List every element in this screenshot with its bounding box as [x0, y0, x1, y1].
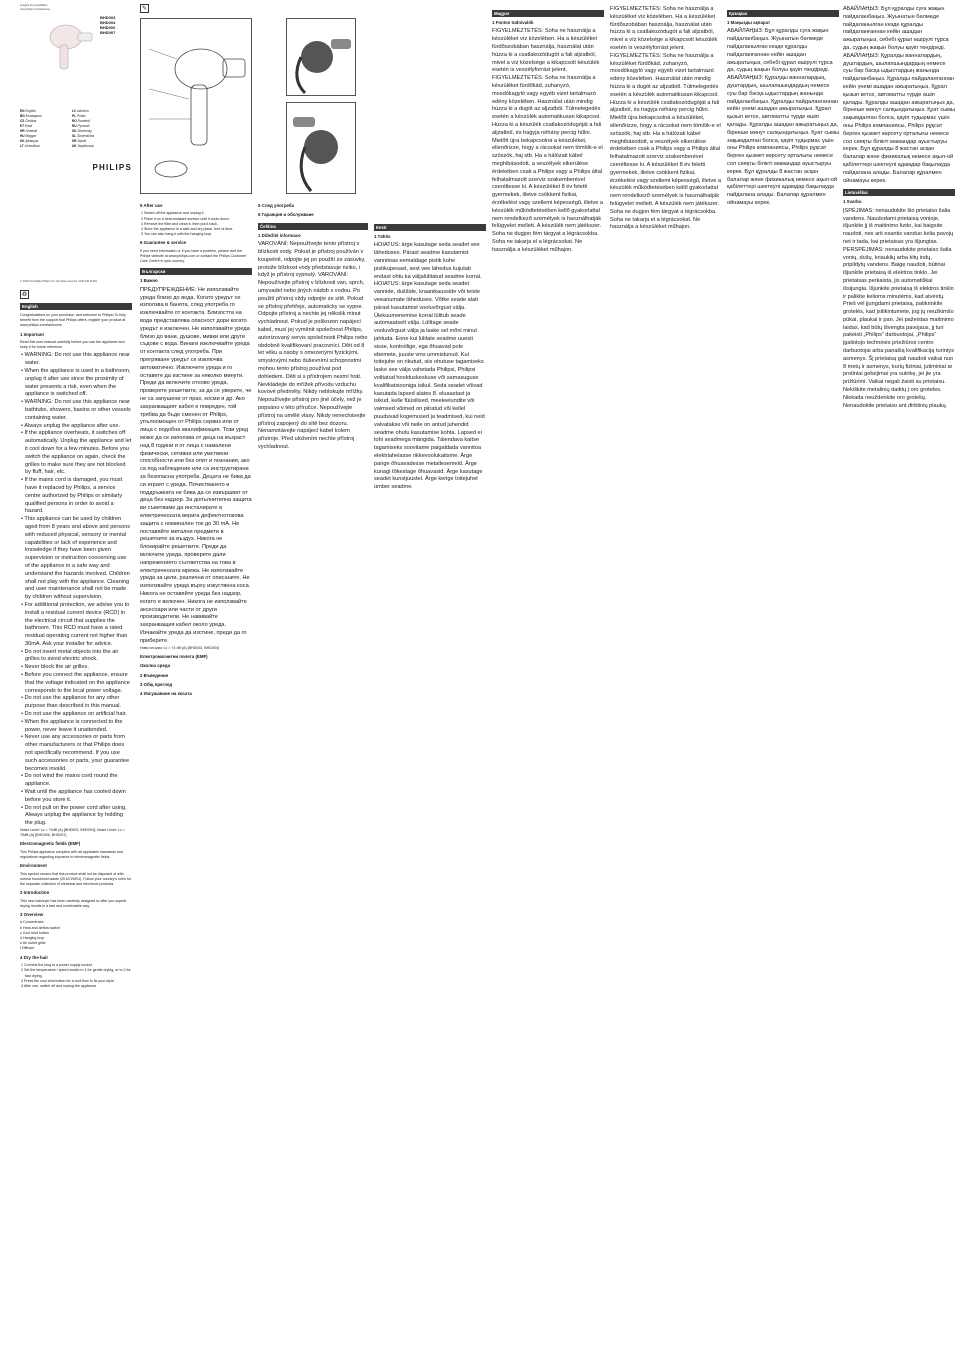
column-6	[610, 0, 722, 1364]
en-dry-3: 4 After use, switch off and unplug the appliance.	[21, 983, 98, 988]
en-warning-15: • Do not wind the mains cord round the appliance.	[21, 773, 118, 788]
en-warning-4: • If the appliance overheats, it switches off automatically. Unplug the appliance and let it cool down for a few minutes. Before you switch the appliance on again, check the grilles to make sure they are not blocked by fluff, hair, etc.	[21, 430, 132, 476]
en-overview-2: c Cool shot button	[20, 930, 49, 935]
bg-s4: 4 Изсушаване на косата	[140, 691, 192, 697]
en-after-4: 5 You can also hang it with the hanging loop.	[141, 232, 213, 237]
model-1: BHD003	[100, 15, 116, 21]
en-warning-9: • Never block the air grilles.	[21, 664, 89, 671]
en-dry-2: 3 Press the cool shot button for a cool flow to fix your style.	[21, 978, 115, 983]
bg-s2: 2 Въведение	[140, 672, 169, 678]
en-overview-5: f Diffuser	[20, 946, 35, 951]
en-overview-1: b Heat and airflow switch	[20, 925, 60, 930]
model-3: BHD006	[100, 25, 116, 31]
figure-styling-2	[286, 102, 356, 194]
column-3	[258, 0, 368, 1364]
section-kazakh: Қазақша	[727, 10, 839, 17]
en-after-2: 3 Remove the filter and clean it, then put it back.	[141, 221, 218, 226]
en-warning-11: • Do not use the appliance for any other purpose than described in this manual.	[21, 695, 122, 710]
en-s2: 2 Introduction	[20, 890, 50, 896]
footer-note: © 2015 Koninklijke Philips N.V. All rights reserved. 3140 035 41381	[20, 280, 97, 284]
model-4: BHD007	[100, 30, 116, 36]
bg-noise: Ниво на шум: Lc = 74 dB (A) [BHD003, BHD004]	[140, 645, 219, 650]
language-index: EN English LV Latviešu BG Български PL Polski CS Čeština RO Română ET Eesti RU Русский HR Hrvatski SK Slovensky HU Magyar SL Slovenščina KK Қазақша SR Srpski LT Lietuviškai UK Українська	[20, 109, 95, 149]
en-dry-1: 2 Set the temperature / speed switch to 1 for gentle drying, or to 2 for fast drying.	[21, 968, 131, 978]
en-env: This symbol means that this product shall not be disposed of with normal household waste (2012/19/EU). Follow your country's rules for the separate collection of electrical and electronic products.	[20, 871, 131, 887]
en-warning-1: • When the appliance is used in a bathroom, unplug it after use since the proximity of water presents a risk, even when the appliance is switched off.	[21, 368, 131, 398]
en-emf: This Philips appliance complies with all applicable standards and regulations regarding exposure to electromagnetic fields.	[20, 849, 123, 860]
hairdryer-thumbnail	[38, 15, 98, 75]
en-warning-7: • For additional protection, we advise you to install a residual current device (RCD) in the electrical circuit that supplies the bathroom. This RCD must have a rated residual operating current not higher than 30mA. Ask your installer for advice.	[21, 601, 130, 647]
en-overview-0: a Concentrator	[20, 920, 44, 925]
en-overview-3: d Hanging loop	[20, 936, 45, 941]
en-emf-heading: Electromagnetic fields (EMF)	[20, 841, 81, 847]
bg-s5: 5 След употреба	[258, 203, 295, 208]
philips-logo: PHILIPS	[92, 163, 132, 173]
section-estonian: Eesti	[374, 224, 486, 231]
kk-s1: 1 Маңызды ақпарат	[727, 20, 771, 25]
lt-body: ĮSPĖJIMAS: nenaudokite šio prietaiso šalia vandens. Naudodami prietaisą vonioje, išjunkite jį iš maitinimo lizdo, kai baigsite naudoti, nes arti esantis vanduo kelia pavojų net ir tada, kai prietaisas yra išjungtas. PERSPĖJIMAS: nenaudokite prietaiso šalia vonių, dušų, kriauklių arba kitų indų, pripildytų vandens. Baigę naudoti, būtinai išjunkite prietaisą iš elektros tinklo. Jei prietaisas perkaista, jis automatiškai išsijungia. Išjunkite prietaisą iš elektros tinklo ir palikite kelioms minutėms, kad atvėstų. Prieš vėl įjungdami prietaisą, patikrinkite grotelės, kad įsitikintumėte, jog jų neužkimšo pūkai, plaukai ir pan. Jei pažeistas maitinimo laidas, kad būtų išvengta pavojaus, jį turi pakeisti „Philips“ darbuotojai, „Philips“ įgaliotojo techninės priežiūros centro darbuotojai arba panašią kvalifikaciją turintys asmenys. Šį prietaisą gali naudoti vaikai nuo 8 metų ir asmenys, kurių fiziniai, jutiminiai ar protiniai gebėjimai yra sutrikę, jei jie yra prižiūrimi. Vaikai negali žaisti su prietaisu. Nekiškite metalinių daiktų į oro groteles. Niekada neuždenkite oro grotelių. Nenaudokite prietaiso ant dirbtinių plaukų.	[843, 207, 955, 409]
column-1	[20, 0, 132, 1364]
en-noise: Noise Level: Lc = 74dB (A) [BHD003, BHD004]; Noise Level: Lc = 75dB (A) [BHD006, BHD007]	[20, 828, 125, 838]
model-2: BHD004	[100, 20, 116, 26]
en-intro: Congratulations on your purchase, and welcome to Philips! To fully benefit from the support that Philips offers, register your product at www.philips.com/welcome.	[20, 312, 126, 328]
hu-s1: 1 Fontos tudnivalók	[492, 20, 534, 25]
en-s3: 3 Overview	[20, 912, 44, 918]
column-8	[843, 0, 955, 1364]
column-2	[140, 0, 254, 1364]
step-icon-1: ✎	[141, 6, 148, 12]
en-overview-4: e Air outlet grille	[20, 941, 46, 946]
bg-s1: 1 Важно	[140, 278, 158, 284]
en-s1: 1 Important	[20, 331, 44, 337]
en-warning-2: • WARNING: Do not use this appliance near bathtubs, showers, basins or other vessels containing water.	[21, 399, 131, 421]
lt-s1: 1 Svarbu	[843, 199, 862, 205]
en-warning-5: • If the mains cord is damaged, you must have it replaced by Philips, a service centre authorized by Philips or similarly qualified persons in order to avoid a hazard.	[21, 477, 123, 515]
en-warning-12: • Do not use the appliance on artificial hair.	[21, 711, 127, 718]
en-guarantee: If you need information or if you have a problem, please visit the Philips website at www.philips.com or contact the Philips Customer Care Centre in your country.	[140, 248, 247, 264]
recycle-icon: ♻	[21, 291, 28, 298]
en-warning-3: • Always unplug the appliance after use.	[21, 422, 120, 429]
column-4	[374, 0, 486, 1364]
header-subtitle-1: Imagine the possibilities	[20, 4, 48, 7]
column-5	[492, 0, 604, 1364]
en-after-3: 4 Store the appliance in a safe and dry place, free of dust.	[141, 227, 234, 232]
en-warning-10: • Before you connect the appliance, ensure that the voltage indicated on the appliance corresponds to the local power voltage.	[21, 672, 130, 694]
en-s2-text: This new hairdryer has been carefully designed to offer you superb drying results in a fast and comfortable way.	[20, 898, 127, 908]
en-warning-6: • This appliance can be used by children aged from 8 years and above and persons with reduced physical, sensory or mental capabilities or lack of experience and knowledge if they have been given supervision or instruction concerning use of the appliance in a safe way and understand the hazards involved. Children shall not play with the appliance. Cleaning and user maintenance shall not be made by children without supervision.	[21, 516, 131, 601]
en-dry-0: 1 Connect the plug to a power supply socket.	[21, 963, 93, 968]
en-env-heading: Environment	[20, 863, 47, 869]
woman-drying-hair-1	[287, 19, 357, 97]
bg-emf: Електромагнитни полета (EMF)	[140, 653, 208, 659]
section-bulgarian: Български	[140, 268, 252, 275]
bg-env: Околна среда	[140, 663, 171, 669]
column-7	[727, 0, 839, 1364]
en-warning-16: • Wait until the appliance has cooled down before you store it.	[21, 789, 126, 803]
et-s1: 1 Tähtis	[374, 234, 391, 239]
woman-drying-hair-2	[287, 103, 357, 195]
en-after-1: 2 Place it on a heat-resistant surface until it cools down.	[141, 216, 230, 221]
cs-body: VAROVÁNÍ: Nepoužívejte tento přístroj v blízkosti vody. Pokud je přístroj používán v koupelně, odpojte jej po použití ze zásuvky, protože blízkost vody představuje riziko, i když je přístroj vypnutý. VAROVÁNÍ: Nepoužívejte přístroj v blízkosti van, sprch, umyvadel nebo jiných nádob s vodou. Po použití přístroj vždy odpojte ze sítě. Pokud se přístroj přehřeje, automaticky se vypne. Odpojte přístroj a nechte jej několik minut vychladnout. Pokud je poškozen napájecí kabel, musí jej vyměnit společnost Philips, autorizovaný servis společnosti Philips nebo obdobně kvalifikovaní pracovníci. Děti od 8 let věku a osoby s omezenými fyzickými, smyslovými nebo duševními schopnostmi mohou tento přístroj používat pod dohledem. Děti si s přístrojem nesmí hrát. Nevkládejte do mřížek přívodu vzduchu kovové předměty. Nikdy neblokujte mřížky. Nepoužívejte přístroj pro jiné účely, než je popsáno v této příručce. Nepoužívejte přístroj na umělé vlasy. Nikdy nenechávejte přístroj zapojený do sítě bez dozoru. Nenamotávejte napájecí kabel kolem přístroje. Před uložením nechte přístroj vychladnout.	[258, 241, 368, 450]
section-english: English	[20, 303, 132, 310]
bg-body: ПРЕДУПРЕЖДЕНИЕ: Не използвайте уреда близо до вода. Когато уредът се използва в банята, след употреба го изключвайте от контакта. Близостта на вода представлява опасност дори когато уредът е изключен. Не използвайте уреда близо до вани, душове, мивки или други съдове с вода. Винаги изключвайте уреда от контакта след употреба. При прегряване уредът се изключва автоматично. Изключете уреда и го оставете да изстине за няколко минути. Преди да включите отново уреда, проверете решетките, за да се уверите, че не са запушени от прах, косми и др. Ако захранващият кабел е повреден, той трябва да бъде сменен от Philips, упълномощен от Philips сервиз или от лица с подобна квалификация. Този уред може да се използва от деца на възраст над 8 години и от лица с намалени физически, сетивни или умствени способности или без опит и познания, ако са под наблюдение или са инструктирани за безопасна употреба. Децата не бива да си играят с уреда. Почистването и поддръжката не бива да се извършват от деца без надзор. За допълнителна защита ви съветваме да инсталирате в електрическата верига дефектнотокова защита с номинален ток до 30 mA. Не поставяйте метални предмети в решетките за въздух. Никога не блокирайте решетките. Преди да включите уреда, проверете дали напрежението съответства на това в електрическата мрежа. Не използвайте уреда за цели, различни от описаните. Не използвайте уреда върху изкуствена коса. Никога не оставяйте уреда без надзор, когато е включен. Никога не използвайте аксесоари или части от други производители. Не навивайте захранващия кабел около уреда. Изчакайте уреда да изстине, преди да го приберете.	[140, 286, 252, 644]
en-s5: 5 After use	[140, 203, 163, 208]
en-after-0: 1 Switch off the appliance and unplug it.	[141, 211, 205, 216]
hairdryer-diagram	[141, 19, 253, 195]
figure-hairdryer-overview	[140, 18, 252, 194]
hu-body: FIGYELMEZTETÉS: Soha ne használja a készüléket víz közelében. Ha a készüléket fürdőszobában használja, használat után húzza ki a csatlakozódugót a fali aljzatból, mivel a víz közelsége a kikapcsolt készülék esetén is veszélyforrást jelent. FIGYELMEZTETÉS: Soha ne használja a készüléket fürdőkád, zuhanyzó, mosdókagyló vagy egyéb vizet tartalmazó edény közelében. Használat után mindig húzza ki a dugót az aljzatból. Túlmelegedés esetén a készülék automatikusan kikapcsol. Húzza ki a készülék csatlakozódugóját a fali aljzatból, és hagyja néhány percig hűlni. Mielőtt újra bekapcsolná a készüléket, ellenőrizze, hogy a rácsokat nem tömítik-e el szöszök, haj stb. Ha a hálózati kábel meghibásodott, a veszélyek elkerülése érdekében csak a Philips vagy a Philips által felhatalmazott szerviz szakemberével cseréltesse ki. A készüléket 8 év feletti gyermekek, illetve csökkent fizikai, érzékelési vagy szellemi képességű, illetve a készülék működtetésében kellő gyakorlattal nem rendelkező személyek is használhatják felügyelet mellett. A készülék nem játékszer. Soha ne dugjon fém tárgyat a légrácsokba. Soha ne takarja el a légrácsokat. Ne használja a készüléket műhajon.	[492, 28, 603, 253]
header-subtitle-2: www.philips.com/welcome	[20, 7, 51, 11]
section-hungarian: Magyar	[492, 10, 604, 17]
bg-s3: 3 Общ преглед	[140, 681, 173, 687]
en-s1-intro: Read this user manual carefully before you use the appliance and keep it for future reference.	[20, 340, 125, 350]
bg-s6: 6 Гаранция и обслужване	[258, 212, 314, 218]
en-s6: 6 Guarantee & service	[140, 240, 187, 246]
kk-body-cont: АБАЙЛАҢЫЗ: Бұл құралды суға жақын пайдаланбаңыз. Жуынатын бөлмеде пайдаланылған кезде құралды пайдаланғаннан кейін ашадан ажыратыңыз, себебі құрал өшірулі тұрса да, судың жақын болуы қауіп төндіреді. АБАЙЛАҢЫЗ: Құралды ванналардың, душтардың, шылапшындардың немесе суы бар басқа ыдыстардың жанында пайдаланбаңыз. Құралды пайдаланғаннан кейін үнемі ашадан ажыратыңыз. Құрал қызып кетсе, автоматты түрде өшіп қалады. Құралды ашадан ажыратыңыз да, бірнеше минут салқындатыңыз. Қуат сымы зақымдалған болса, қауіп тудырмас үшін оны Philips компаниясы, Philips рұқсат берген қызмет көрсету орталығы немесе сол сияқты білікті мамандар ауыстыруы керек. Бұл құралды 8 жастан асқан балалар және физикалық немесе ақыл-ой қабілеттері шектеулі адамдар бақылауда пайдалана алады. Балалар құралмен ойнамауы керек.	[843, 6, 955, 184]
en-warning-17: • Do not pull on the power cord after using. Always unplug the appliance by holding the plug.	[21, 804, 127, 827]
en-s4: 4 Dry the hair	[20, 954, 49, 960]
section-lithuanian: Lietuviškai	[843, 189, 955, 196]
en-warning-0: • WARNING: Do not use this appliance near water.	[21, 352, 131, 367]
kk-body: АБАЙЛАҢЫЗ: Бұл құралды суға жақын пайдаланбаңыз. Жуынатын бөлмеде пайдаланылған кезде құралды пайдаланғаннан кейін ашадан ажыратыңыз, себебі құрал өшірулі тұрса да, судың жақын болуы қауіп төндіреді. АБАЙЛАҢЫЗ: Құралды ванналардың, душтардың, шылапшындардың немесе суы бар басқа ыдыстардың жанында пайдаланбаңыз. Құралды пайдаланғаннан кейін үнемі ашадан ажыратыңыз. Құрал қызып кетсе, автоматты түрде өшіп қалады. Құралды ашадан ажыратыңыз да, бірнеше минут салқындатыңыз. Қуат сымы зақымдалған болса, қауіп тудырмас үшін оны Philips компаниясы, Philips рұқсат берген қызмет көрсету орталығы немесе сол сияқты білікті мамандар ауыстыруы керек. Бұл құралды 8 жастан асқан балалар және физикалық немесе ақыл-ой қабілеттері шектеулі адамдар бақылауда пайдалана алады. Балалар құралмен ойнамауы керек.	[727, 28, 839, 206]
en-warning-8: • Do not insert metal objects into the air grilles to avoid electric shock.	[21, 648, 119, 663]
cs-s1: 1 Důležité informace	[258, 232, 301, 238]
figure-styling-1	[286, 18, 356, 96]
et-body: HOIATUS: ärge kasutage seda seadet vee läheduses. Pärast seadme kasutamist vannitoas eemaldage pistik kohe pistikupesast, sest vee lähedus kujutab endast ohtu ka väljalülitatud seadme korral. HOIATUS: ärge kasutage seda seadet vannide, duššide, kraanikausside või teiste veeanumate läheduses. Võtke seade alati pärast kasutamist vooluvõrgust välja. Ülekuumenemise korral lülitub seade automaatselt välja. Lülitage seade vooluvõrgust välja ja laske sel mõni minut jahtuda. Enne kui lülitate seadme uuesti sisse, kontrollige, ega õhuavad pole ebemete, juuste vms ummistunud. Kui toitejuhe on rikutud, siis ohutuse tagamiseks laske see välja vahetada Philipsi, Philipsi volitatud hoolduskeskuse või samasuguse kvalifikatsiooniga isikul. Seda seadet võivad kasutada lapsed alates 8. eluaastast ja isikud, kelle füüsilised, meeleelundite või vaimsed võimed on piiratud või kellel puuduvad kogemused ja teadmised, kui neid valvatakse või neile on antud juhendid seadme ohutu kasutamise kohta. Lapsed ei tohi seadmega mängida. Täiendava kaitse tagamiseks soovitame paigaldada vannitoa elektriahelasse rikkevoolukaitsme. Ärge pange õhuavadesse metallesemeid. Ärge kunagi tõkestage õhuavasid. Ärge kasutage seadet kunstjuustel. Ärge kerige toitejuhet ümber seadme.	[374, 242, 485, 491]
en-warning-14: • Never use any accessories or parts from other manufacturers or that Philips does not specifically recommend. If you use such accessories or parts, your guarantee becomes invalid.	[21, 734, 130, 772]
en-warning-13: • When the appliance is connected to the power, never leave it unattended.	[21, 718, 123, 733]
section-czech: Čeština	[258, 223, 368, 230]
hu-body-cont: FIGYELMEZTETÉS: Soha ne használja a készüléket víz közelében. Ha a készüléket fürdőszobában használja, használat után húzza ki a csatlakozódugót a fali aljzatból, mivel a víz közelsége a kikapcsolt készülék esetén is veszélyforrást jelent. FIGYELMEZTETÉS: Soha ne használja a készüléket fürdőkád, zuhanyzó, mosdókagyló vagy egyéb vizet tartalmazó edény közelében. Használat után mindig húzza ki a dugót az aljzatból. Túlmelegedés esetén a készülék automatikusan kikapcsol. Húzza ki a készülék csatlakozódugóját a fali aljzatból, és hagyja néhány percig hűlni. Mielőtt újra bekapcsolná a készüléket, ellenőrizze, hogy a rácsokat nem tömítik-e el szöszök, haj stb. Ha a hálózati kábel meghibásodott, a veszélyek elkerülése érdekében csak a Philips vagy a Philips által felhatalmazott szerviz szakemberével cseréltesse ki. A készüléket 8 év feletti gyermekek, illetve csökkent fizikai, érzékelési vagy szellemi képességű, illetve a készülék működtetésében kellő gyakorlattal nem rendelkező személyek is használhatják felügyelet mellett. A készülék nem játékszer. Soha ne dugjon fém tárgyat a légrácsokba. Soha ne takarja el a légrácsokat. Ne használja a készüléket műhajon.	[610, 6, 721, 231]
